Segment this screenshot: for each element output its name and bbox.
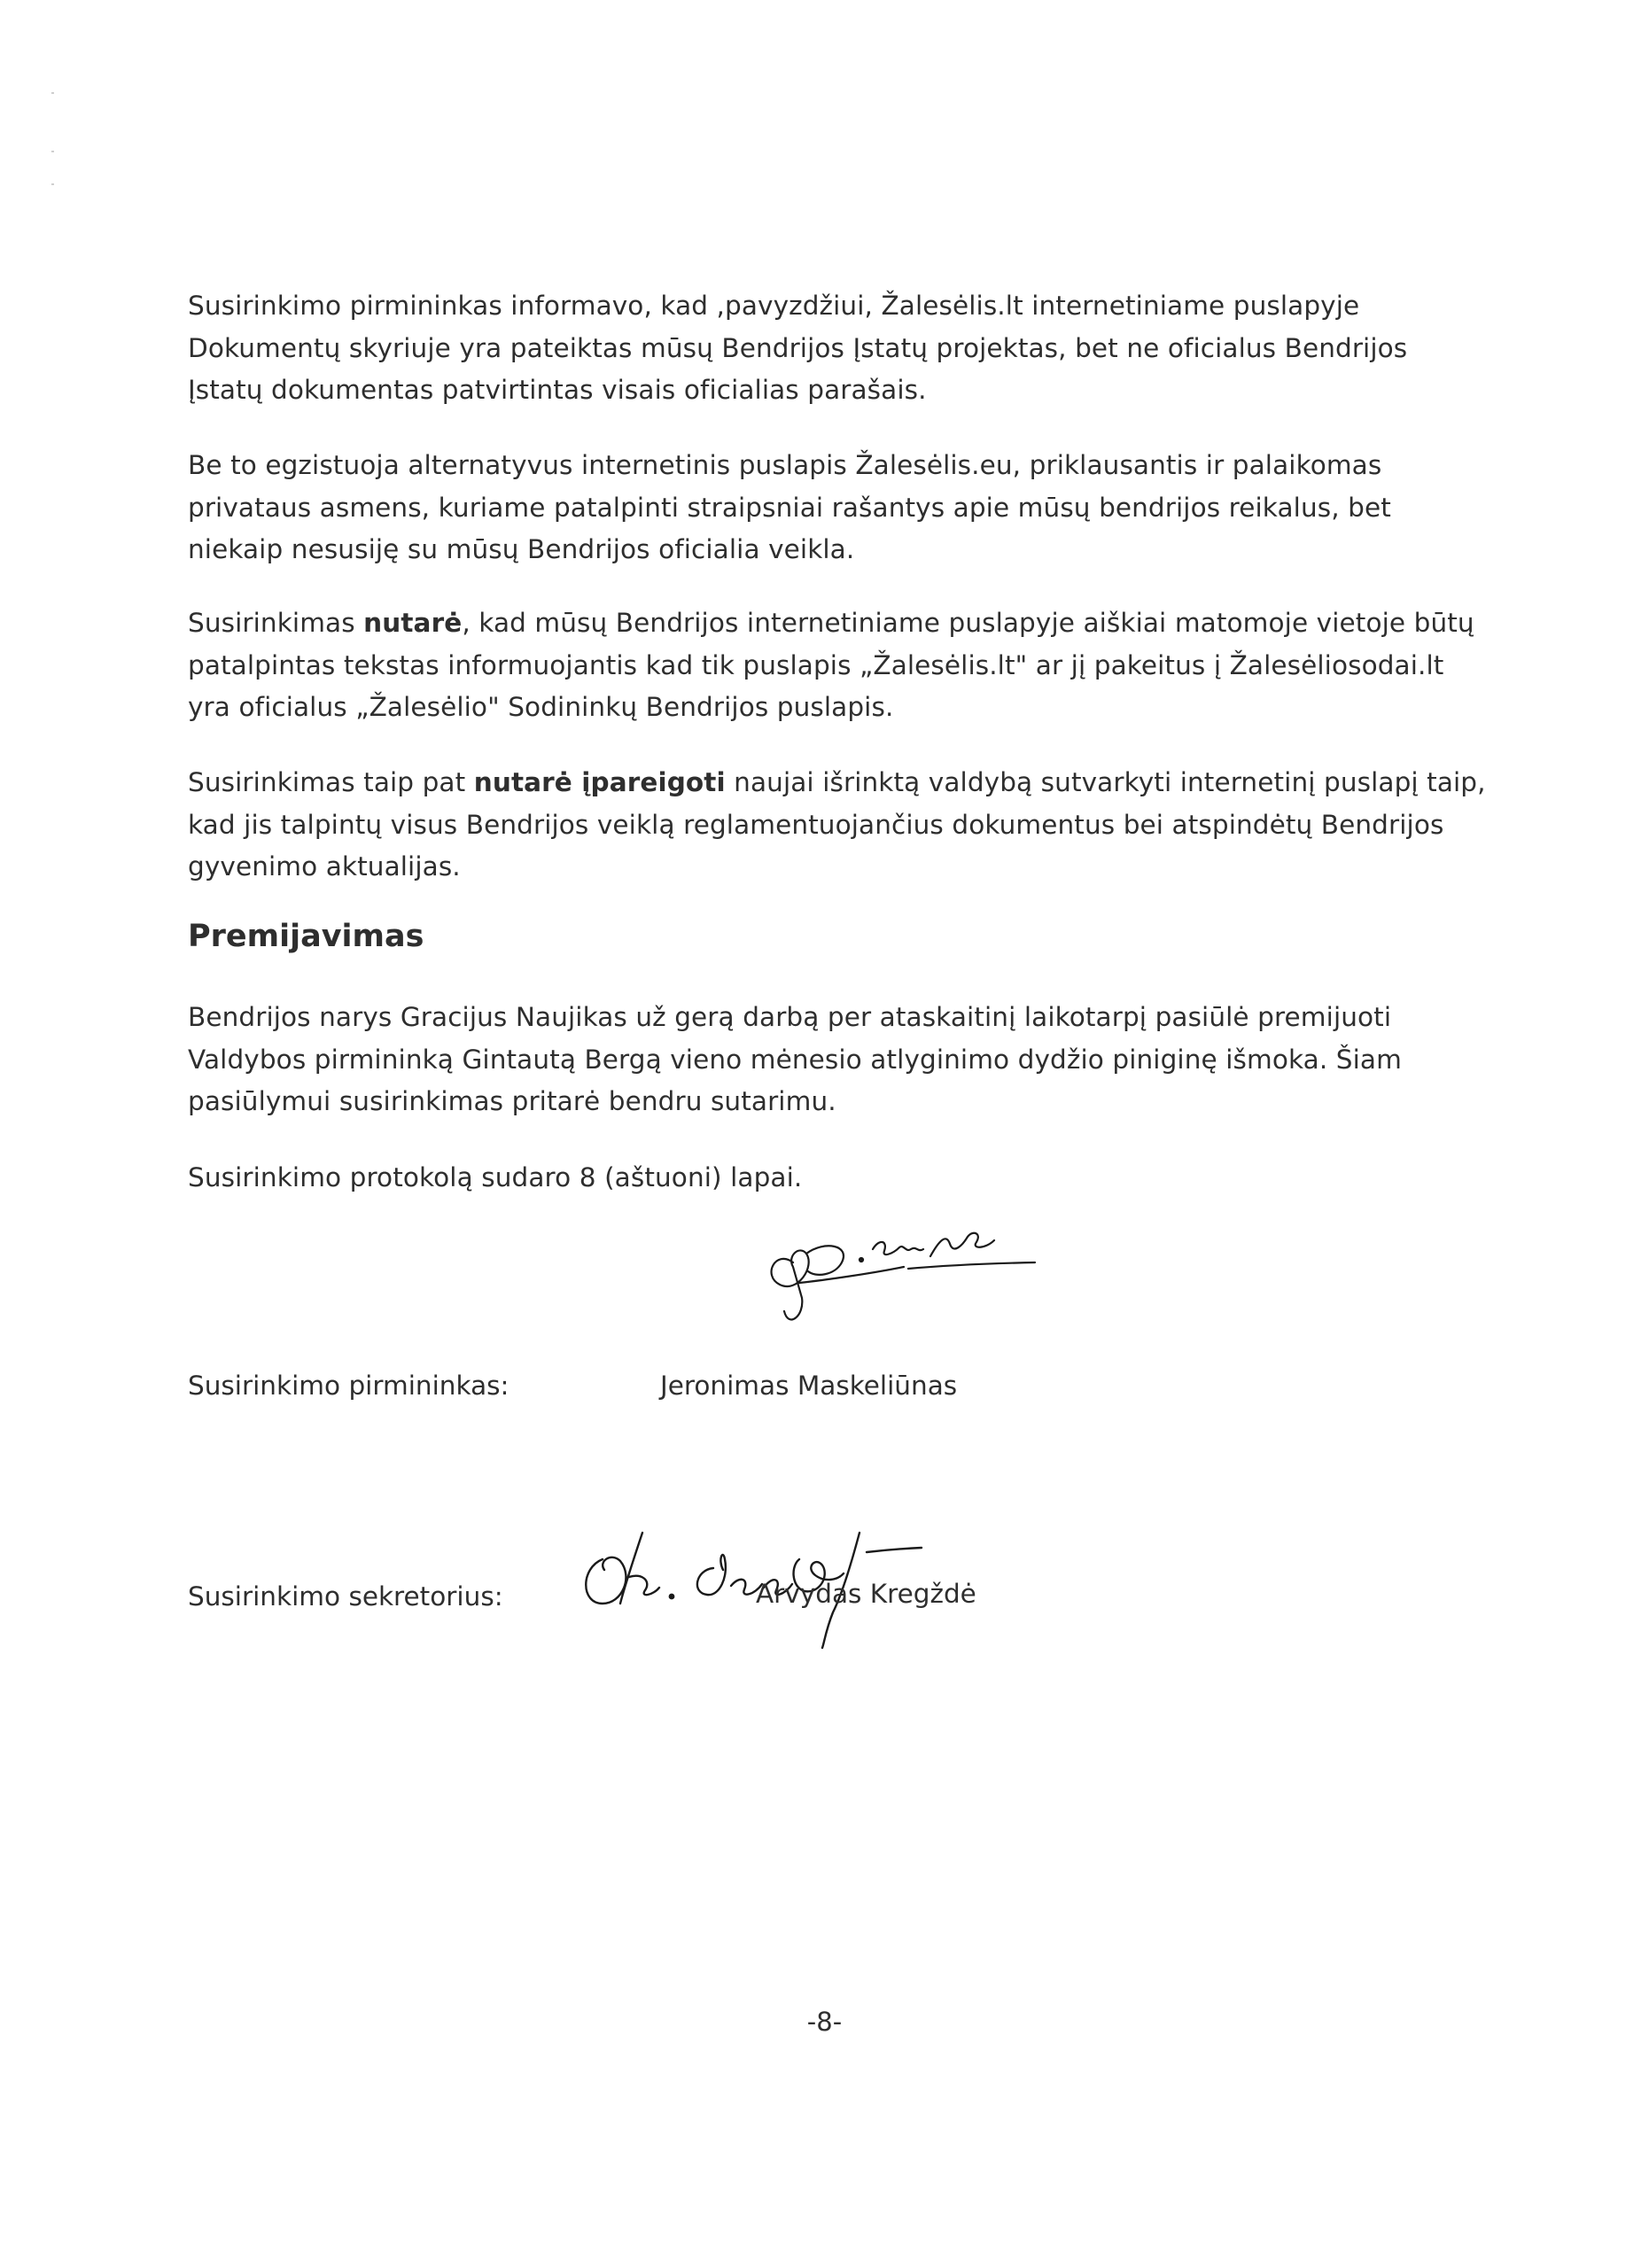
- scan-mark: [51, 183, 54, 185]
- chair-label: Susirinkimo pirmininkas:: [188, 1371, 509, 1401]
- text-line: Įstatų dokumentas patvirtintas visais oficialias parašais.: [188, 375, 927, 405]
- text-line: Be to egzistuoja alternatyvus internetinis puslapis Žalesėlis.eu, priklausantis ir palaikomas: [188, 450, 1382, 480]
- text-line: Dokumentų skyriuje yra pateiktas mūsų Bendrijos Įstatų projektas, bet ne oficialus Bendrijos: [188, 332, 1408, 363]
- text-line: [188, 602, 1474, 645]
- text-line: Bendrijos narys Gracijus Naujikas už gerą darbą per ataskaitinį laikotarpį pasiūlė premijuoti: [188, 1002, 1392, 1032]
- text-line: [188, 762, 1486, 804]
- paragraph-resolution-official-site: [188, 602, 1474, 729]
- chair-signature: [753, 1214, 1046, 1355]
- scan-mark: [51, 151, 54, 152]
- emphasis-text: nutarė: [363, 608, 463, 638]
- paragraph-bonus: [188, 997, 1428, 1123]
- secretary-label: Susirinkimo sekretorius:: [188, 1581, 503, 1612]
- page-number: -8-: [806, 2007, 843, 2037]
- text-span: Susirinkimas taip pat: [188, 767, 474, 797]
- scan-mark: [51, 92, 54, 94]
- text-line: yra oficialus „Žalesėlio" Sodininkų Bendrijos puslapis.: [188, 692, 894, 722]
- paragraph-website-info: [188, 285, 1428, 412]
- paragraph-alternative-site: [188, 445, 1428, 571]
- text-line: privataus asmens, kuriame patalpinti straipsniai rašantys apie mūsų bendrijos reikalus, bet: [188, 492, 1391, 523]
- text-span: , kad mūsų Bendrijos internetiniame puslapyje aiškiai matomoje vietoje būtų: [462, 608, 1474, 638]
- text-line: Susirinkimo pirmininkas informavo, kad ,pavyzdžiui, Žalesėlis.lt internetiniame puslapyje: [188, 291, 1360, 321]
- paragraph-resolution-board-duty: [188, 762, 1486, 889]
- text-line: gyvenimo aktualijas.: [188, 851, 461, 882]
- emphasis-text: nutarė įpareigoti: [473, 767, 726, 797]
- text-line: patalpintas tekstas informuojantis kad tik puslapis „Žalesėlis.lt" ar jį pakeitus į Žalesėliosodai.lt: [188, 649, 1444, 680]
- text-line: niekaip nesusiję su mūsų Bendrijos oficialia veikla.: [188, 534, 855, 564]
- text-line: kad jis talpintų visus Bendrijos veiklą reglamentuojančius dokumentus bei atspindėtų Bendrijos: [188, 809, 1444, 840]
- section-heading: Premijavimas: [188, 919, 424, 954]
- text-span: naujai išrinktą valdybą sutvarkyti internetinį puslapį taip,: [725, 767, 1486, 797]
- secretary-name: Arvydas Kregždė: [756, 1579, 976, 1609]
- text-span: Susirinkimas: [188, 608, 364, 638]
- text-line: Valdybos pirmininką Gintautą Bergą vieno mėnesio atlyginimo dydžio piniginę išmoka. Šiam: [188, 1044, 1402, 1075]
- paragraph-page-count: [188, 1157, 1428, 1200]
- text-line: pasiūlymui susirinkimas pritarė bendru sutarimu.: [188, 1086, 836, 1116]
- text-line: Susirinkimo protokolą sudaro 8 (aštuoni) lapai.: [188, 1162, 803, 1192]
- chair-name: Jeronimas Maskeliūnas: [660, 1371, 958, 1401]
